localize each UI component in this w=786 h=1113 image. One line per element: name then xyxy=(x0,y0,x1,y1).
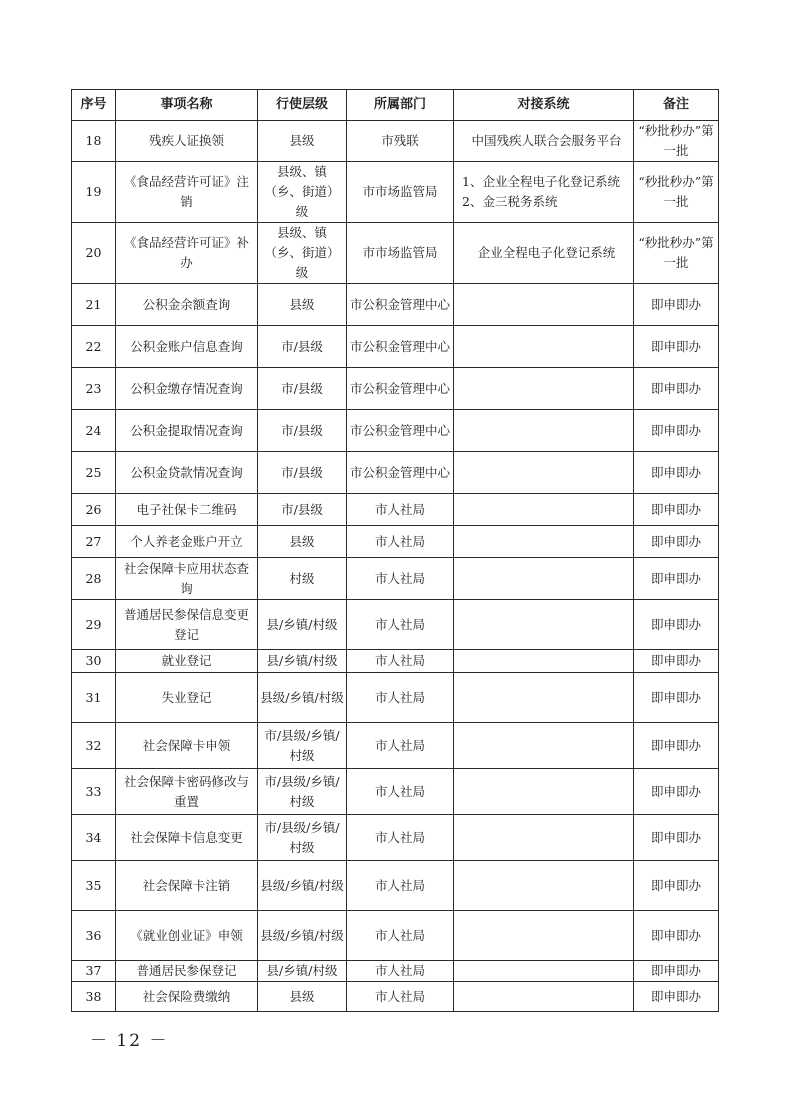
header-name: 事项名称 xyxy=(116,90,258,121)
row-no: 23 xyxy=(72,368,116,410)
row-no: 18 xyxy=(72,121,116,162)
row-dept: 市人社局 xyxy=(347,861,454,911)
row-dept: 市人社局 xyxy=(347,961,454,982)
row-no: 30 xyxy=(72,650,116,673)
table-row xyxy=(72,961,719,982)
table-row xyxy=(72,326,719,368)
row-name: 《食品经营许可证》补办 xyxy=(116,223,258,284)
row-level: 村级 xyxy=(258,558,347,600)
table-row xyxy=(72,861,719,911)
row-no: 24 xyxy=(72,410,116,452)
row-dept: 市人社局 xyxy=(347,650,454,673)
row-dept: 市市场监管局 xyxy=(347,162,454,223)
table-row xyxy=(72,162,719,223)
row-dept: 市人社局 xyxy=(347,600,454,650)
row-level: 市/县级/乡镇/村级 xyxy=(258,815,347,861)
row-name: 社会保障卡申领 xyxy=(116,723,258,769)
row-note: 即申即办 xyxy=(634,284,719,326)
row-note: 即申即办 xyxy=(634,452,719,494)
row-dept: 市人社局 xyxy=(347,815,454,861)
row-name: 社会保障卡信息变更 xyxy=(116,815,258,861)
row-no: 37 xyxy=(72,961,116,982)
row-name: 公积金缴存情况查询 xyxy=(116,368,258,410)
row-name: 失业登记 xyxy=(116,673,258,723)
row-level: 县级、镇（乡、街道）级 xyxy=(258,162,347,223)
row-level: 县/乡镇/村级 xyxy=(258,600,347,650)
row-name: 公积金账户信息查询 xyxy=(116,326,258,368)
row-note: 即申即办 xyxy=(634,723,719,769)
row-note: 即申即办 xyxy=(634,326,719,368)
row-level: 市/县级 xyxy=(258,410,347,452)
row-name: 社会保障卡应用状态查询 xyxy=(116,558,258,600)
row-system xyxy=(454,815,634,861)
row-note: “秒批秒办”第一批 xyxy=(634,121,719,162)
table-row xyxy=(72,494,719,526)
row-name: 残疾人证换领 xyxy=(116,121,258,162)
row-level: 县级/乡镇/村级 xyxy=(258,673,347,723)
row-no: 25 xyxy=(72,452,116,494)
row-system xyxy=(454,452,634,494)
row-level: 县级 xyxy=(258,284,347,326)
row-no: 28 xyxy=(72,558,116,600)
row-dept: 市人社局 xyxy=(347,769,454,815)
row-name: 公积金贷款情况查询 xyxy=(116,452,258,494)
table-row xyxy=(72,284,719,326)
table-row xyxy=(72,650,719,673)
row-level: 县级 xyxy=(258,526,347,558)
row-no: 21 xyxy=(72,284,116,326)
table-row xyxy=(72,526,719,558)
row-note: 即申即办 xyxy=(634,961,719,982)
row-note: 即申即办 xyxy=(634,526,719,558)
row-note: 即申即办 xyxy=(634,494,719,526)
row-dept: 市人社局 xyxy=(347,558,454,600)
page-number: － 12 － xyxy=(90,1031,169,1051)
row-name: 个人养老金账户开立 xyxy=(116,526,258,558)
row-dept: 市人社局 xyxy=(347,723,454,769)
row-dept: 市公积金管理中心 xyxy=(347,284,454,326)
row-system xyxy=(454,982,634,1012)
row-dept: 市人社局 xyxy=(347,673,454,723)
row-level: 市/县级/乡镇/村级 xyxy=(258,769,347,815)
table-row xyxy=(72,911,719,961)
row-system xyxy=(454,650,634,673)
row-note: “秒批秒办”第一批 xyxy=(634,162,719,223)
row-system xyxy=(454,769,634,815)
row-name: 就业登记 xyxy=(116,650,258,673)
row-name: 公积金提取情况查询 xyxy=(116,410,258,452)
row-system xyxy=(454,673,634,723)
services-table xyxy=(71,89,719,1012)
header-system: 对接系统 xyxy=(454,90,634,121)
row-no: 36 xyxy=(72,911,116,961)
row-note: 即申即办 xyxy=(634,861,719,911)
table-row xyxy=(72,558,719,600)
row-name: 《食品经营许可证》注销 xyxy=(116,162,258,223)
table-row xyxy=(72,368,719,410)
row-system: 中国残疾人联合会服务平台 xyxy=(454,121,634,162)
row-dept: 市公积金管理中心 xyxy=(347,368,454,410)
header-level: 行使层级 xyxy=(258,90,347,121)
row-level: 县级 xyxy=(258,982,347,1012)
row-system xyxy=(454,961,634,982)
row-system xyxy=(454,494,634,526)
row-dept: 市人社局 xyxy=(347,526,454,558)
table-row xyxy=(72,982,719,1012)
row-note: 即申即办 xyxy=(634,982,719,1012)
row-system xyxy=(454,911,634,961)
header-no: 序号 xyxy=(72,90,116,121)
row-name: 普通居民参保信息变更登记 xyxy=(116,600,258,650)
row-no: 32 xyxy=(72,723,116,769)
row-no: 20 xyxy=(72,223,116,284)
row-system: 企业全程电子化登记系统 xyxy=(454,223,634,284)
row-level: 市/县级 xyxy=(258,452,347,494)
row-level: 县/乡镇/村级 xyxy=(258,961,347,982)
row-system xyxy=(454,284,634,326)
row-dept: 市残联 xyxy=(347,121,454,162)
row-no: 26 xyxy=(72,494,116,526)
table-row xyxy=(72,723,719,769)
row-no: 34 xyxy=(72,815,116,861)
row-level: 县级 xyxy=(258,121,347,162)
row-no: 19 xyxy=(72,162,116,223)
row-name: 社会保障卡密码修改与重置 xyxy=(116,769,258,815)
table-row xyxy=(72,815,719,861)
row-name: 公积金余额查询 xyxy=(116,284,258,326)
table-header-row xyxy=(72,90,719,121)
row-system xyxy=(454,526,634,558)
header-note: 备注 xyxy=(634,90,719,121)
row-no: 35 xyxy=(72,861,116,911)
row-system xyxy=(454,326,634,368)
row-note: 即申即办 xyxy=(634,673,719,723)
row-no: 38 xyxy=(72,982,116,1012)
row-name: 社会保障卡注销 xyxy=(116,861,258,911)
row-system xyxy=(454,558,634,600)
row-note: 即申即办 xyxy=(634,815,719,861)
row-name: 普通居民参保登记 xyxy=(116,961,258,982)
row-no: 31 xyxy=(72,673,116,723)
row-system xyxy=(454,410,634,452)
row-note: 即申即办 xyxy=(634,650,719,673)
row-level: 市/县级 xyxy=(258,326,347,368)
table-row xyxy=(72,121,719,162)
table-row xyxy=(72,223,719,284)
row-dept: 市公积金管理中心 xyxy=(347,326,454,368)
row-system xyxy=(454,600,634,650)
row-note: 即申即办 xyxy=(634,600,719,650)
row-dept: 市公积金管理中心 xyxy=(347,410,454,452)
row-level: 市/县级 xyxy=(258,494,347,526)
row-note: 即申即办 xyxy=(634,410,719,452)
row-system: 1、企业全程电子化登记系统 2、金三税务系统 xyxy=(454,162,634,223)
row-note: 即申即办 xyxy=(634,368,719,410)
table-row xyxy=(72,452,719,494)
row-name: 电子社保卡二维码 xyxy=(116,494,258,526)
row-system xyxy=(454,861,634,911)
row-level: 县/乡镇/村级 xyxy=(258,650,347,673)
table-row xyxy=(72,410,719,452)
row-note: “秒批秒办”第一批 xyxy=(634,223,719,284)
row-dept: 市人社局 xyxy=(347,494,454,526)
row-level: 市/县级/乡镇/村级 xyxy=(258,723,347,769)
row-level: 市/县级 xyxy=(258,368,347,410)
row-name: 《就业创业证》申领 xyxy=(116,911,258,961)
row-no: 27 xyxy=(72,526,116,558)
row-system xyxy=(454,723,634,769)
row-dept: 市人社局 xyxy=(347,911,454,961)
table-row xyxy=(72,769,719,815)
row-note: 即申即办 xyxy=(634,911,719,961)
header-dept: 所属部门 xyxy=(347,90,454,121)
row-no: 22 xyxy=(72,326,116,368)
row-level: 县级/乡镇/村级 xyxy=(258,911,347,961)
table-row xyxy=(72,673,719,723)
row-name: 社会保险费缴纳 xyxy=(116,982,258,1012)
row-dept: 市公积金管理中心 xyxy=(347,452,454,494)
table-row xyxy=(72,600,719,650)
row-note: 即申即办 xyxy=(634,558,719,600)
row-dept: 市人社局 xyxy=(347,982,454,1012)
row-level: 县级/乡镇/村级 xyxy=(258,861,347,911)
row-no: 33 xyxy=(72,769,116,815)
row-note: 即申即办 xyxy=(634,769,719,815)
row-dept: 市市场监管局 xyxy=(347,223,454,284)
row-no: 29 xyxy=(72,600,116,650)
row-system xyxy=(454,368,634,410)
row-level: 县级、镇（乡、街道）级 xyxy=(258,223,347,284)
